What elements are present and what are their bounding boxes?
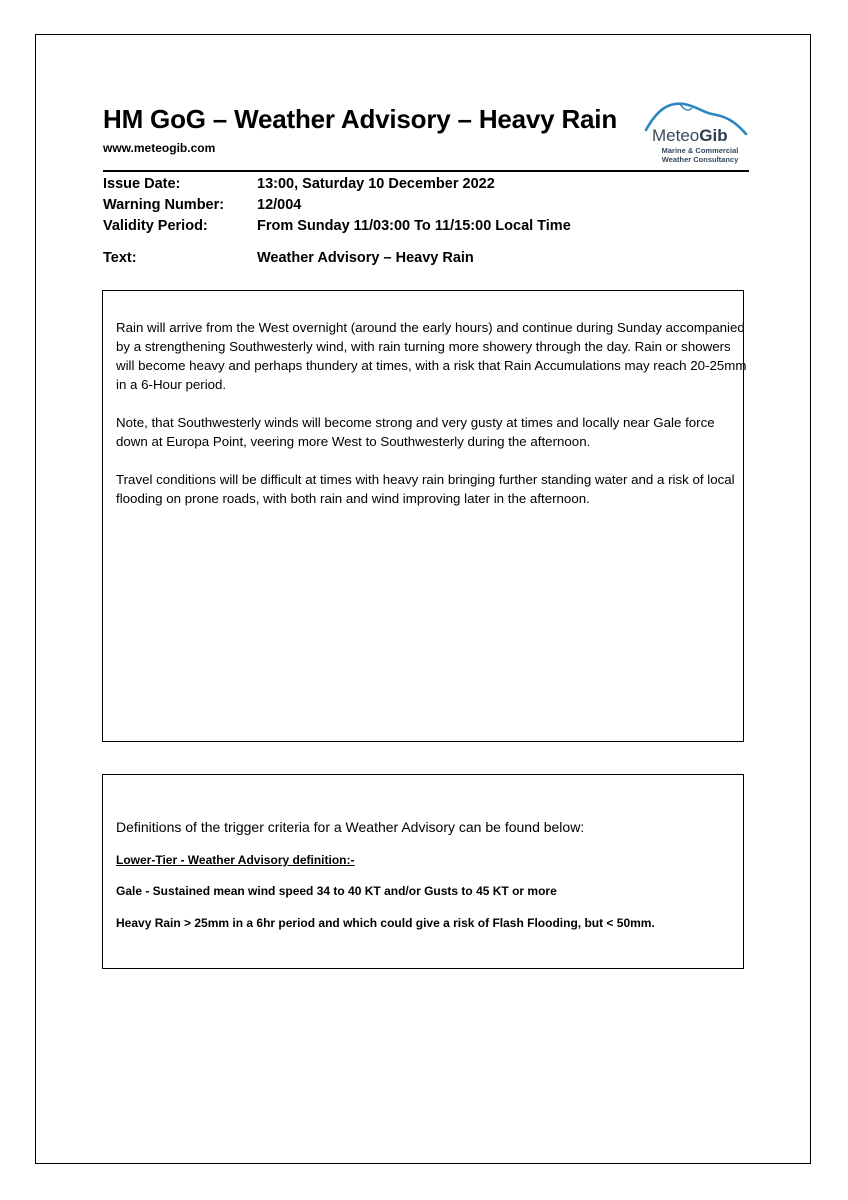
definitions-box (102, 774, 744, 969)
website-link[interactable]: www.meteogib.com (103, 141, 216, 155)
definitions-heading: Lower-Tier - Weather Advisory definition:- (116, 853, 355, 867)
warning-number-value: 12/004 (257, 197, 302, 213)
definitions-intro: Definitions of the trigger criteria for a Weather Advisory can be found below: (116, 819, 585, 835)
advisory-text-box (102, 290, 747, 742)
logo-tagline-1: Marine & Commercial (661, 146, 739, 155)
header-divider (103, 170, 749, 172)
logo-wordmark-part2: Gib (699, 126, 728, 145)
warning-number-label: Warning Number: (103, 197, 225, 213)
logo-wordmark-part1: Meteo (652, 126, 700, 145)
issue-date-label: Issue Date: (103, 176, 181, 192)
advisory-paragraph-1: Rain will arrive from the West overnight (around the early hours) and continue during Sunday accompanied by a strengthening Southwesterly wind, with rain turning more showery through the day. Rain or showers will become heavy and perhaps thundery at times, with a risk that Rain Accumulations may reach 20-25mm in a 6-Hour period. (116, 320, 747, 392)
page-title: HM GoG – Weather Advisory – Heavy Rain (103, 104, 618, 134)
logo-wordmark (652, 126, 728, 146)
text-value: Weather Advisory – Heavy Rain (257, 250, 474, 266)
advisory-paragraph-3: Travel conditions will be difficult at times with heavy rain bringing further standing water and a risk of local flooding on prone roads, with both rain and wind improving later in the afternoon. (116, 472, 735, 506)
logo-tagline-2: Weather Consultancy (661, 155, 739, 164)
text-label: Text: (103, 250, 137, 266)
advisory-paragraph-2: Note, that Southwesterly winds will become strong and very gusty at times and locally near Gale force down at Europa Point, veering more West to Southwesterly during the afternoon. (116, 415, 715, 449)
meteogib-logo (640, 98, 750, 166)
heavy-rain-definition: Heavy Rain > 25mm in a 6hr period and which could give a risk of Flash Flooding, but < 50mm. (116, 916, 655, 930)
validity-period-label: Validity Period: (103, 218, 208, 234)
issue-date-value: 13:00, Saturday 10 December 2022 (257, 176, 495, 192)
validity-period-value: From Sunday 11/03:00 To 11/15:00 Local Time (257, 218, 571, 234)
gale-definition: Gale - Sustained mean wind speed 34 to 40 KT and/or Gusts to 45 KT or more (116, 884, 557, 898)
